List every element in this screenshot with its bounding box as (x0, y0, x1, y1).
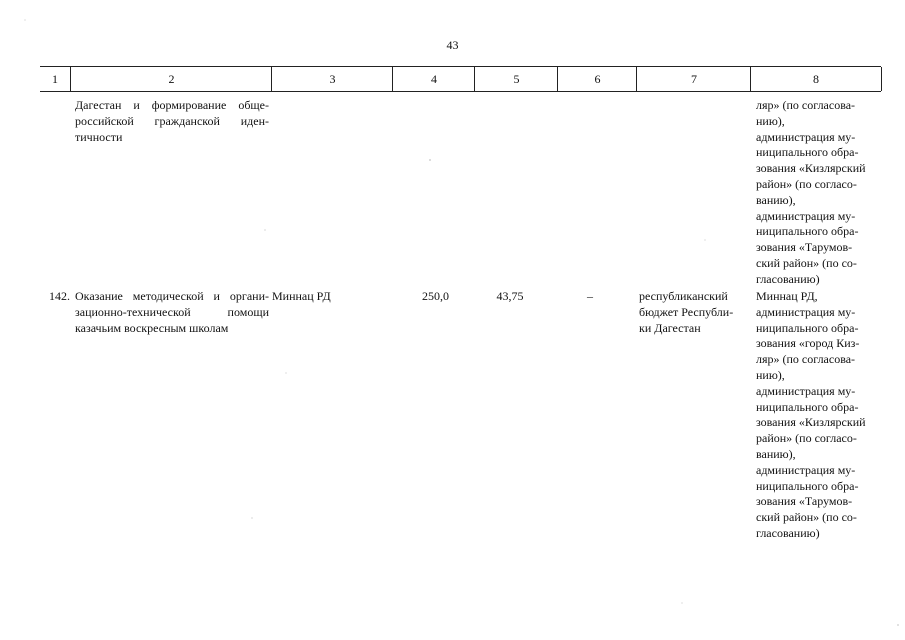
text-line: ский район» (по со- (756, 255, 857, 270)
text-line: администрация му- (756, 304, 856, 319)
text-line: нию), (756, 367, 785, 382)
text-line: зования «город Киз- (756, 336, 860, 351)
text-line: ниципального обра- (756, 478, 859, 493)
header-col-2: 2 (70, 67, 272, 91)
text-line: нию), (756, 113, 785, 128)
text-line: район» (по согласо- (756, 176, 857, 191)
text-line: ванию), (756, 192, 796, 207)
text-line: ский район» (по со- (756, 510, 857, 525)
header-col-1: 1 (52, 72, 58, 86)
header-col-8: 8 (750, 67, 882, 91)
text-line: ниципального обра- (756, 145, 859, 160)
header-col-6: 6 (557, 67, 637, 91)
text-line: российской гражданской иден- (75, 113, 269, 128)
row-142-executor: Миннац РД (272, 289, 331, 303)
text-line: тичности (75, 129, 123, 144)
text-line: зационно-технической помощи (75, 304, 269, 319)
text-line: ниципального обра- (756, 320, 859, 335)
text-line: ки Дагестан (639, 320, 701, 335)
text-line: ниципального обра- (756, 399, 859, 414)
header-col-4: 4 (392, 67, 475, 91)
text-line: гласованию) (756, 525, 820, 540)
text-line: Дагестан и формирование обще- (75, 98, 269, 112)
header-col-7: 7 (636, 67, 751, 91)
row-number: 142. (49, 289, 70, 303)
text-line: администрация му- (756, 208, 856, 223)
text-line: администрация му- (756, 383, 856, 398)
text-line: ляр» (по согласова- (756, 352, 856, 367)
header-col-5: 5 (474, 67, 558, 91)
row-142-col4-value: 250,0 (422, 289, 449, 303)
text-line: администрация му- (756, 129, 856, 144)
text-line: казачьим воскресным школам (75, 320, 229, 335)
text-line: республиканский (639, 289, 728, 303)
text-line: зования «Кизлярский (756, 161, 866, 176)
text-line: зования «Тарумов- (756, 240, 853, 255)
text-line: ниципального обра- (756, 224, 859, 239)
text-line: зования «Кизлярский (756, 415, 866, 430)
page-number: 43 (446, 38, 459, 52)
text-line: ляр» (по согласова- (756, 98, 856, 112)
header-col-3: 3 (271, 67, 393, 91)
text-line: бюджет Республи- (639, 304, 734, 319)
row-142-col6-value: – (587, 289, 593, 303)
text-line: администрация му- (756, 462, 856, 477)
row-142-col5-value: 43,75 (496, 289, 524, 303)
text-line: ванию), (756, 446, 796, 461)
text-line: Миннац РД, (756, 289, 818, 303)
text-line: Оказание методической и органи- (75, 289, 269, 303)
text-line: зования «Тарумов- (756, 494, 853, 509)
text-line: гласованию) (756, 271, 820, 286)
text-line: район» (по согласо- (756, 431, 857, 446)
